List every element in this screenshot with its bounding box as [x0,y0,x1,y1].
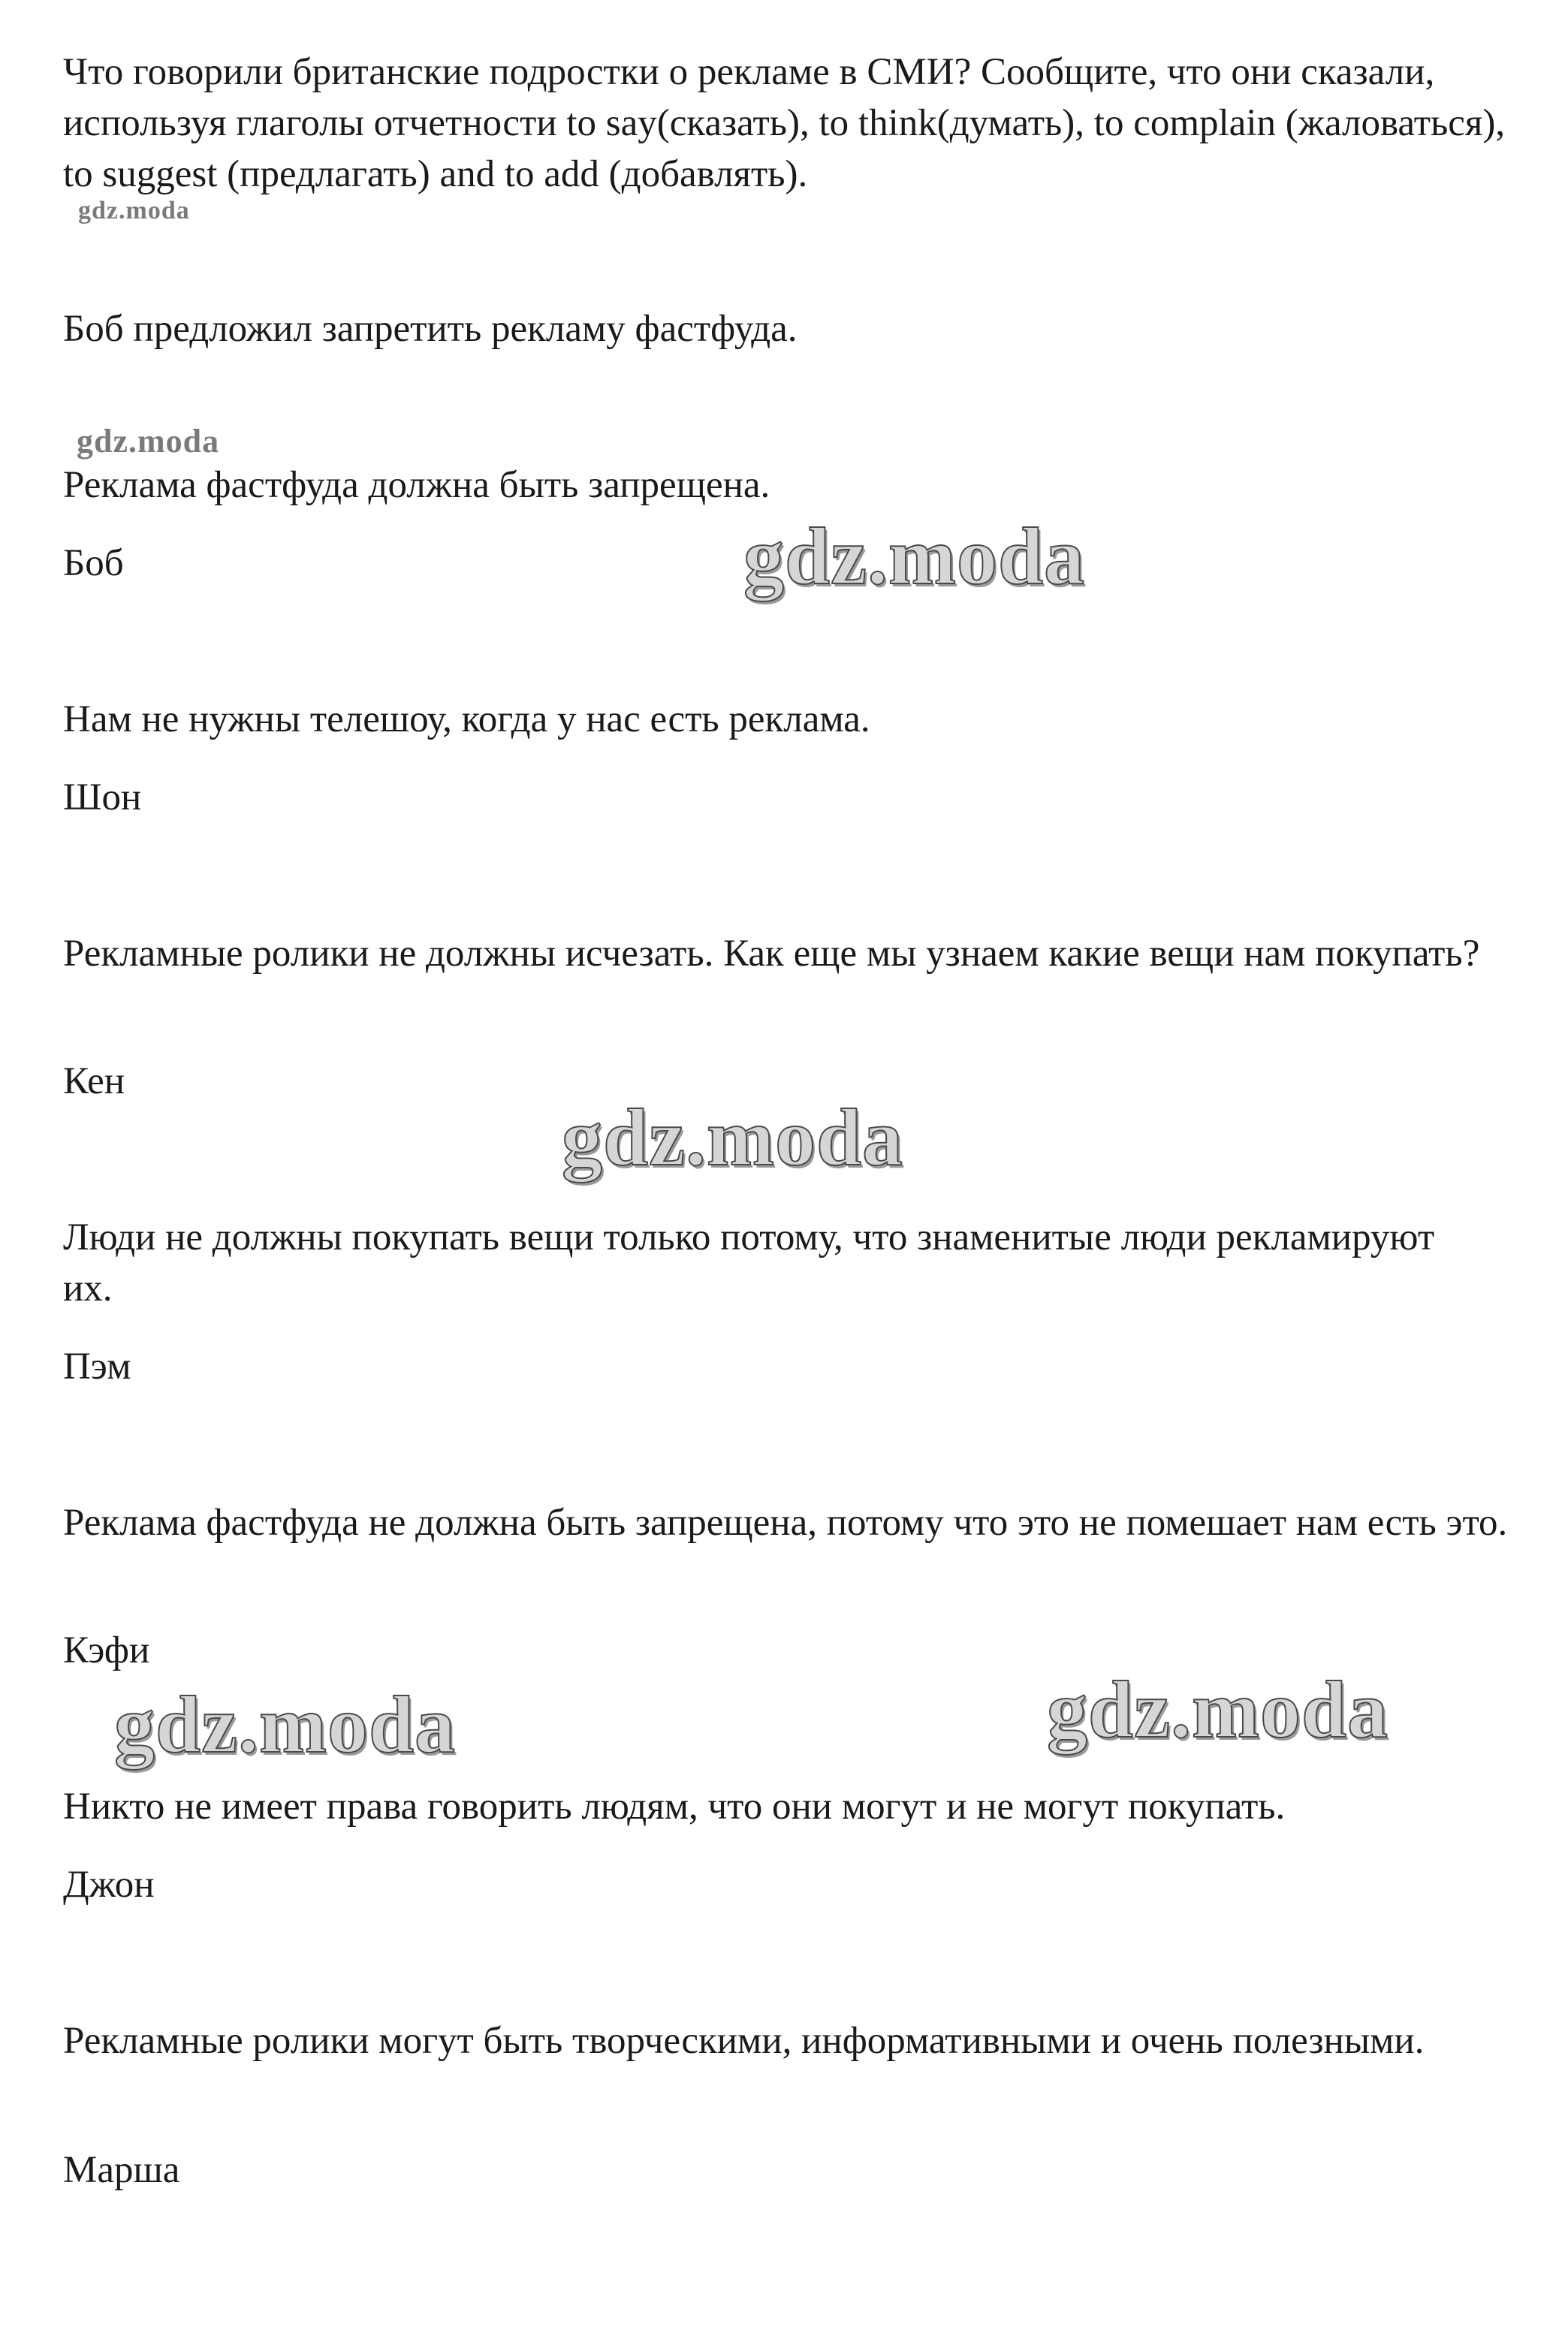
example-answer: Боб предложил запретить рекламу фастфуда. [63,308,798,350]
watermark: gdz.moda [743,512,1086,601]
task-prompt: Что говорили британские подростки о рекламе в СМИ? Сообщите, что они сказали, используя глаголы отчетности to say(сказать), to think(думать), to complain (жаловаться), to suggest (предлагать) and to add (добавлять). [63,51,1515,195]
quote-author: Боб [63,542,124,584]
quote-author: Марша [63,2149,180,2191]
quote-author: Кэфи [63,1629,150,1671]
quote-author: Кен [63,1060,125,1102]
quote-author: Пэм [63,1346,131,1388]
watermark: gdz.moda [77,423,220,460]
quote-text: Люди не должны покупать вещи только потому, что знаменитые люди рекламируют их. [63,1216,1444,1310]
quote-text: Нам не нужны телешоу, когда у нас есть реклама. [63,698,870,740]
quote-author: Шон [63,776,142,818]
watermark: gdz.moda [78,197,190,225]
watermark: gdz.moda [1047,1665,1389,1755]
quote-text: Рекламные ролики не должны исчезать. Как еще мы узнаем какие вещи нам покупать? [63,933,1480,975]
quote-author: Джон [63,1864,155,1906]
watermark: gdz.moda [562,1093,904,1183]
quote-text: Никто не имеет права говорить людям, что они могут и не могут покупать. [63,1786,1286,1828]
quote-text: Реклама фастфуда должна быть запрещена. [63,464,770,506]
watermark: gdz.moda [114,1680,457,1770]
quote-text: Рекламные ролики могут быть творческими, информативными и очень полезными. [63,2020,1425,2062]
quote-text: Реклама фастфуда не должна быть запрещена, потому что это не помешает нам есть это. [63,1502,1508,1544]
